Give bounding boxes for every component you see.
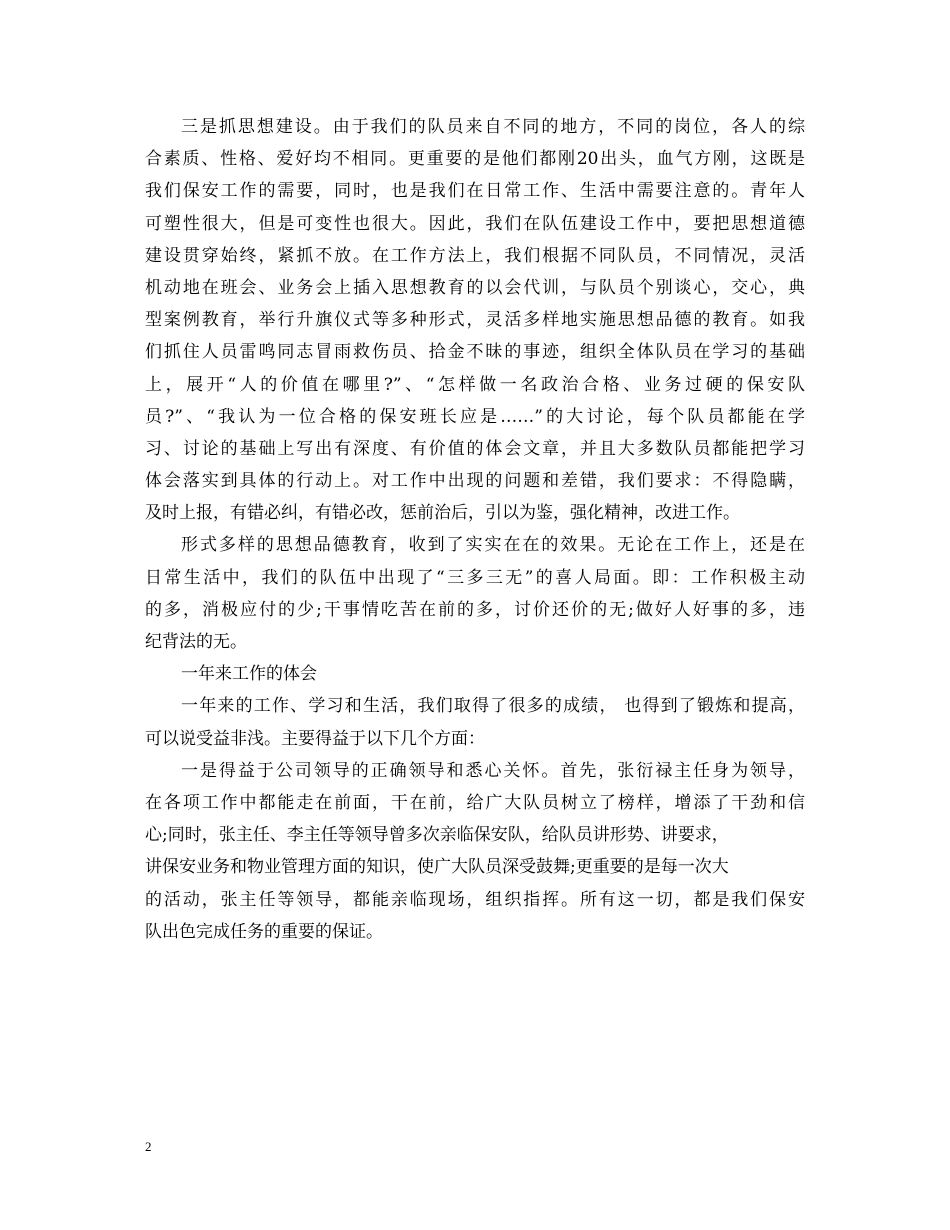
text-line: 们抓住人员雷鸣同志冒雨救伤员、拾金不昧的事迹，组织全体队员在学习的基础 [145,342,805,363]
text-line: 队出色完成任务的重要的保证。 [145,921,383,942]
text-line: 一是得益于公司领导的正确领导和悉心关怀。首先，张衍禄主任身为领导， [181,760,805,781]
text-line: 可塑性很大，但是可变性也很大。因此，我们在队伍建设工作中，要把思想道德 [145,213,805,234]
text-line: 一年来的工作、学习和生活，我们取得了很多的成绩， 也得到了锻炼和提高， [181,696,805,717]
text-line: 形式多样的思想品德教育，收到了实实在在的效果。无论在工作上，还是在 [181,535,805,556]
text-line: 及时上报，有错必纠，有错必改，惩前治后，引以为鉴，强化精神，改进工作。 [145,503,740,524]
document-body [145,111,805,948]
text-line: 的多，消极应付的少;干事情吃苦在前的多，讨价还价的无;做好人好事的多，违 [145,599,805,620]
text-line: 合素质、性格、爱好均不相同。更重要的是他们都刚20出头，血气方刚，这既是 [145,149,805,170]
text-line: 可以说受益非浅。主要得益于以下几个方面： [145,728,485,749]
text-line: 的活动，张主任等领导，都能亲临现场，组织指挥。所有这一切，都是我们保安 [145,889,805,910]
text-line: 型案例教育，举行升旗仪式等多种形式，灵活多样地实施思想品德的教育。如我 [145,310,805,331]
text-line: 员?”、“我认为一位合格的保安班长应是……”的大讨论，每个队员都能在学 [145,406,805,427]
text-line: 机动地在班会、业务会上插入思想教育的以会代训，与队员个别谈心，交心，典 [145,277,805,298]
text-line: 我们保安工作的需要，同时，也是我们在日常工作、生活中需要注意的。青年人 [145,181,805,202]
text-line: 讲保安业务和物业管理方面的知识，使广大队员深受鼓舞;更重要的是每一次大 [145,857,729,878]
text-line: 在各项工作中都能走在前面，干在前，给广大队员树立了榜样，增添了干劲和信 [145,792,805,813]
text-line: 习、讨论的基础上写出有深度、有价值的体会文章，并且大多数队员都能把学习 [145,438,805,459]
page-number: 2 [145,1139,152,1154]
text-line: 三是抓思想建设。由于我们的队员来自不同的地方，不同的岗位，各人的综 [181,117,805,137]
text-line: 一年来工作的体会 [181,664,317,685]
text-line: 上，展开“人的价值在哪里?”、“怎样做一名政治合格、业务过硬的保安队 [145,374,805,395]
text-line: 体会落实到具体的行动上。对工作中出现的问题和差错，我们要求：不得隐瞒， [145,471,805,492]
text-line: 日常生活中，我们的队伍中出现了“三多三无”的喜人局面。即：工作积极主动 [145,567,805,588]
text-line: 纪背法的无。 [145,632,247,652]
text-line: 心;同时，张主任、李主任等领导曾多次亲临保安队，给队员讲形势、讲要求， [145,825,729,846]
text-line: 建设贯穿始终，紧抓不放。在工作方法上，我们根据不同队员，不同情况，灵活 [145,245,805,266]
